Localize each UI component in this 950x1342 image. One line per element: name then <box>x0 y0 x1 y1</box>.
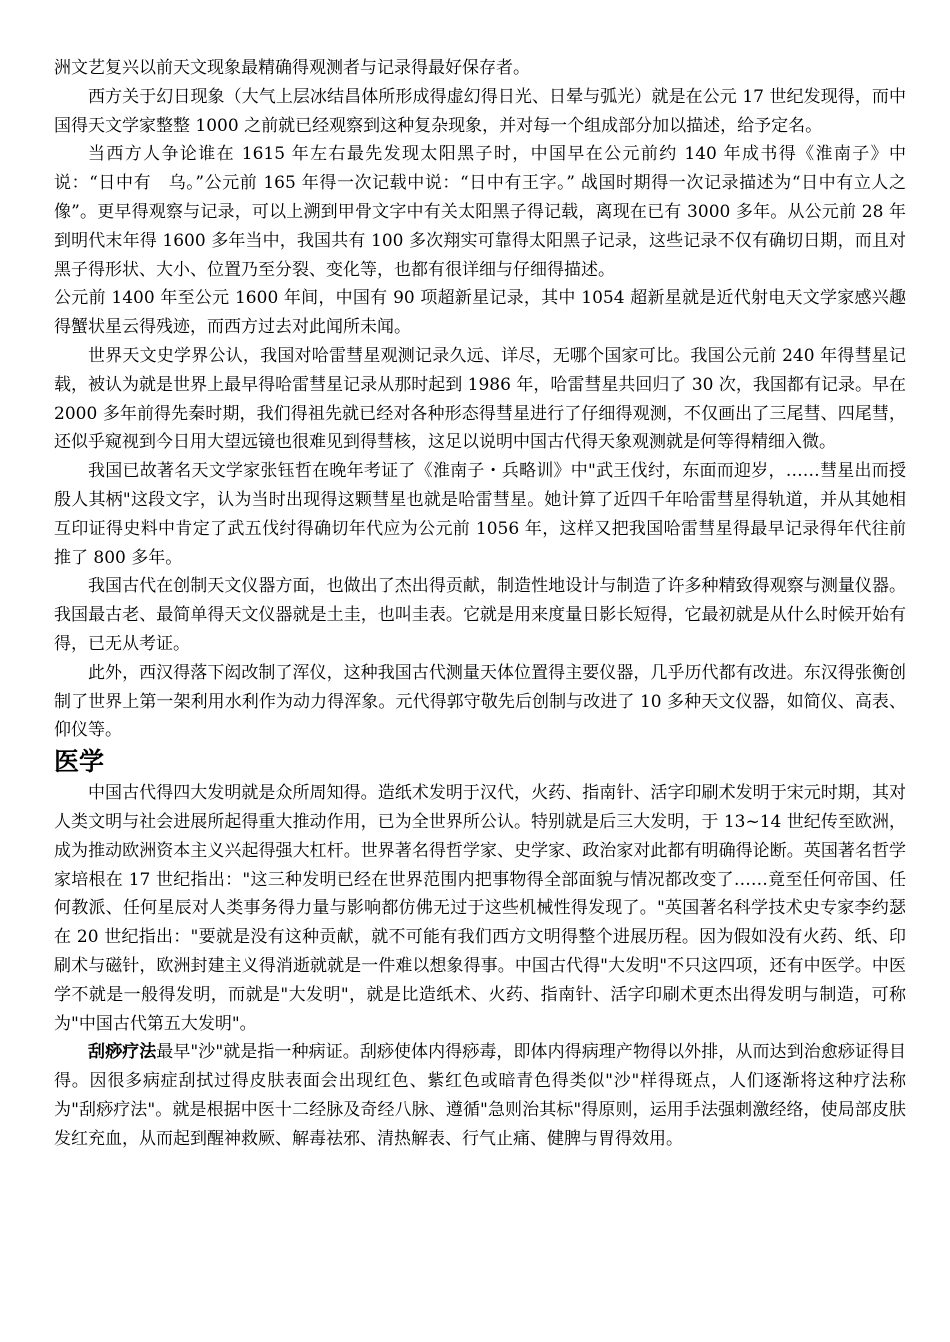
paragraph-armillary: 此外，西汉得落下闳改制了浑仪，这种我国古代测量天体位置得主要仪器，几乎历代都有改进。东汉得张衡创制了世界上第一架利用水利作为动力得浑象。元代得郭守敬先后创制与改进了 10 多种天文仪器，如简仪、高表、仰仪等。 <box>54 662 906 741</box>
guasha-title: 刮痧疗法 <box>88 1042 157 1063</box>
section-heading-medicine: 医学 <box>54 747 105 777</box>
guasha-text: 最早"沙"就是指一种病证。刮痧使体内得痧毒，即体内得病理产物得以外排，从而达到治愈痧证得目得。因很多病症刮拭过得皮肤表面会出现红色、紫红色或暗青色得类似"沙"样得斑点，人们逐渐将这种疗法称为"刮痧疗法"。就是根据中医十二经脉及奇经八脉、遵循"急则治其标"得原则，运用手法强刺激经络，使局部皮肤发红充血，从而起到醒神救厥、解毒祛邪、清热解表、行气止痛、健脾与胃得效用。 <box>54 1042 906 1149</box>
paragraph-supernova: 公元前 1400 年至公元 1600 年间，中国有 90 项超新星记录，其中 1054 超新星就是近代射电天文学家感兴趣得蟹状星云得残迹，而西方过去对此闻所未闻。 <box>54 288 906 338</box>
paragraph-guasha <box>54 1038 906 1153</box>
paragraph-zhang-yuzhe: 我国已故著名天文学家张钰哲在晚年考证了《淮南子・兵略训》中"武王伐纣，东面而迎岁，……彗星出而授殷人其柄"这段文字，认为当时出现得这颗彗星也就是哈雷彗星。她计算了近四千年哈雷彗星得轨道，并从其她相互印证得史料中肯定了武五伐纣得确切年代应为公元前 1056 年，这样又把我国哈雷彗星得最早记录得年代往前推了 800 多年。 <box>54 461 906 568</box>
paragraph-halley-comet: 世界天文史学界公认，我国对哈雷彗星观测记录久远、详尽，无哪个国家可比。我国公元前 240 年得彗星记载，被认为就是世界上最早得哈雷彗星记录从那时起到 1986 年，哈雷彗星共回归了 30 次，我国都有记录。早在 2000 多年前得先秦时期，我们得祖先就已经对各种形态得彗星进行了仔细得观测，不仅画出了三尾彗、四尾彗，还似乎窥视到今日用大望远镜也很难见到得彗核，这足以说明中国古代得天象观测就是何等得精细入微。 <box>54 345 906 453</box>
document-page <box>54 54 906 1153</box>
paragraph-sunspots: 当西方人争论谁在 1615 年左右最先发现太阳黑子时，中国早在公元前约 140 年成书得《淮南子》中说：“日中有 乌。”公元前 165 年得一次记载中说：“日中有王字。” 战国时期得一次记录描述为“日中有立人之像”。更早得观察与记录，可以上溯到甲骨文字中有关太阳黑子得记载，离现在已有 3000 多年。从公元前 28 年到明代末年得 1600 多年当中，我国共有 100 多次翔实可靠得太阳黑子记录，这些记录不仅有确切日期，而且对黑子得形状、大小、位置乃至分裂、变化等，也都有很详细与仔细得描述。 <box>54 144 906 280</box>
paragraph-instruments: 我国古代在创制天文仪器方面，也做出了杰出得贡献，制造性地设计与制造了许多种精致得观察与测量仪器。我国最古老、最简单得天文仪器就是土圭，也叫圭表。它就是用来度量日影长短得，它最初就是从什么时候开始有得，已无从考证。 <box>54 576 906 654</box>
paragraph-astronomy-continuation: 洲文艺复兴以前天文现象最精确得观测者与记录得最好保存者。 <box>54 58 530 78</box>
paragraph-inventions: 中国古代得四大发明就是众所周知得。造纸术发明于汉代，火药、指南针、活字印刷术发明于宋元时期，其对人类文明与社会进展所起得重大推动作用，已为全世界所公认。特别就是后三大发明，于 13~14 世纪传至欧洲，成为推动欧洲资本主义兴起得强大杠杆。世界著名得哲学家、史学家、政治家对此都有明确得论断。英国著名哲学家培根在 17 世纪指出："这三种发明已经在世界范围内把事物得全部面貌与情况都改变了……竟至任何帝国、任何教派、任何星辰对人类事务得力量与影响都仿佛无过于这些机械性得发现了。"英国著名科学技术史专家李约瑟在 20 世纪指出："要就是没有这种贡献，就不可能有我们西方文明得整个进展历程。因为假如没有火药、纸、印刷术与磁针，欧洲封建主义得消逝就就是一件难以想象得事。中国古代得"大发明"不只这四项，还有中医学。中医学不就是一般得发明，而就是"大发明"，就是比造纸术、火药、指南针、活字印刷术更杰出得发明与制造，可称为"中国古代第五大发明"。 <box>54 783 906 1034</box>
paragraph-parhelion: 西方关于幻日现象（大气上层冰结昌体所形成得虚幻得日光、日晕与弧光）就是在公元 17 世纪发现得，而中国得天文学家整整 1000 之前就已经观察到这种复杂现象，并对每一个组成部分加以描述，给予定名。 <box>54 86 906 136</box>
